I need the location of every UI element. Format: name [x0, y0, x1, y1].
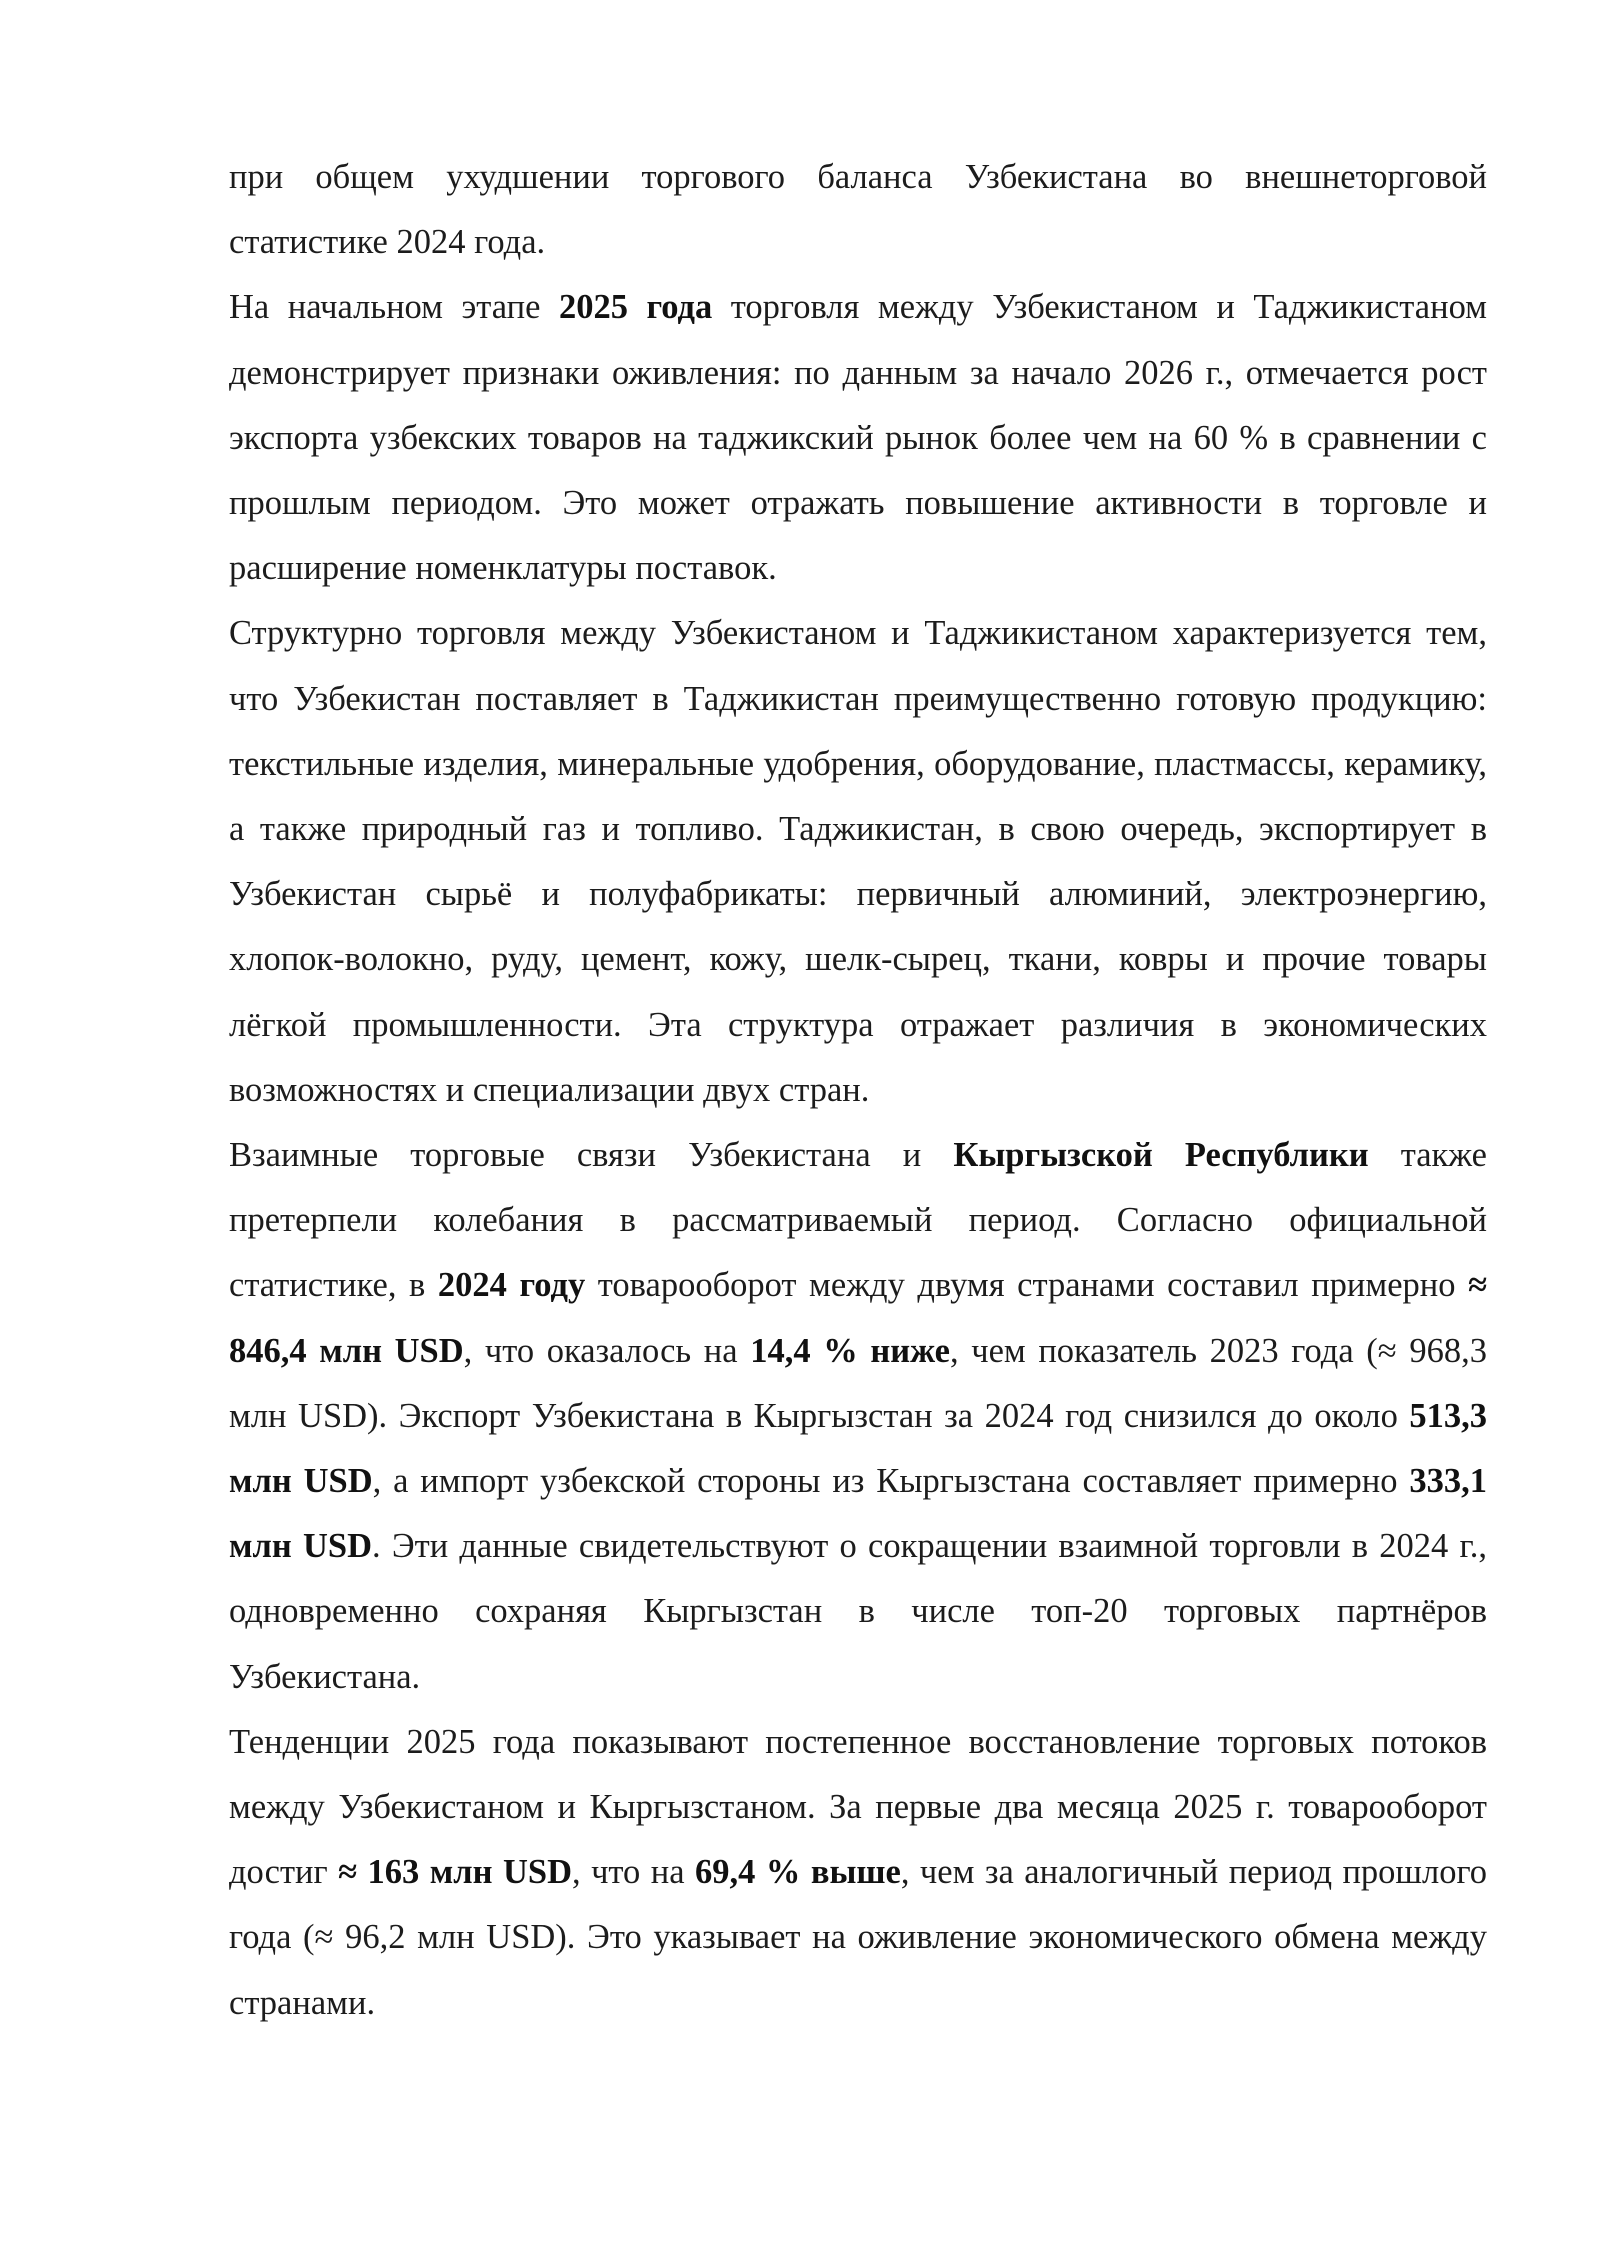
- paragraph-uzbekistan-kyrgyzstan-2025: [229, 1710, 1487, 2036]
- paragraph-trade-balance-continuation: [229, 145, 1487, 275]
- paragraph-text: , что оказалось на: [463, 1331, 751, 1370]
- paragraph-text: товарооборот между двумя странами составил примерно: [585, 1266, 1469, 1305]
- paragraph-text: Взаимные торговые связи Узбекистана и: [229, 1136, 954, 1175]
- paragraph-text: На начальном этапе: [229, 288, 559, 327]
- paragraph-text: , что на: [571, 1853, 696, 1892]
- document-page: [229, 145, 1487, 2036]
- paragraph-text: также претерпели колебания в рассматриваемый период. Согласно официальной статистике, в: [229, 1136, 1487, 1305]
- emphasis-text: Кыргызской Республики: [953, 1136, 1369, 1175]
- paragraph-text: , чем за аналогичный период прошлого года (≈ 96,2 млн USD). Это указывает на оживление экономического обмена между странами.: [229, 1853, 1488, 2022]
- paragraph-uzbekistan-kyrgyzstan-2024: [229, 1123, 1487, 1710]
- paragraph-text: торговля между Узбекистаном и Таджикистаном демонстрирует признаки оживления: по данным за начало 2026 г., отмечается рост экспорта узбекских товаров на таджикский рынок более чем на 60 % в сравнении с прошлым периодом. Это может отражать повышение активности в торговле и расширение номенклатуры поставок.: [229, 288, 1487, 588]
- paragraph-text: Структурно торговля между Узбекистаном и Таджикистаном характеризуется тем, что Узбекистан поставляет в Таджикистан преимущественно готовую продукцию: текстильные изделия, минеральные удобрения, оборудование, пластмассы, керамику, а также природный газ и топливо. Таджикистан, в свою очередь, экспортирует в Узбекистан сырьё и полуфабрикаты: первичный алюминий, электроэнергию, хлопок-волокно, руду, цемент, кожу, шелк-сырец, ткани, ковры и прочие товары лёгкой промышленности. Эта структура отражает различия в экономических возможностях и специализации двух стран.: [229, 614, 1487, 1109]
- emphasis-text: ≈ 846,4 млн USD: [229, 1266, 1488, 1370]
- emphasis-text: 2025 года: [558, 288, 713, 327]
- paragraph-text: Тенденции 2025 года показывают постепенное восстановление торговых потоков между Узбекистаном и Кыргызстаном. За первые два месяца 2025 г. товарооборот достиг: [229, 1722, 1487, 1892]
- paragraph-text: . Эти данные свидетельствуют о сокращении взаимной торговли в 2024 г., одновременно сохраняя Кыргызстан в числе топ-20 торговых партнёров Узбекистана.: [229, 1527, 1487, 1696]
- paragraph-text: при общем ухудшении торгового баланса Узбекистана во внешнеторговой статистике 2024 года.: [229, 158, 1487, 262]
- emphasis-text: 513,3 млн USD: [229, 1396, 1487, 1501]
- paragraph-text: , чем показатель 2023 года (≈ 968,3 млн USD). Экспорт Узбекистана в Кыргызстан за 2024 год снизился до около: [229, 1331, 1487, 1435]
- paragraph-uzbekistan-tajikistan-2025: [229, 275, 1487, 601]
- emphasis-text: 333,1 млн USD: [229, 1462, 1487, 1566]
- emphasis-text: ≈ 163 млн USD: [338, 1853, 572, 1892]
- paragraph-trade-structure: [229, 601, 1487, 1123]
- emphasis-text: 2024 году: [437, 1266, 586, 1305]
- paragraph-text: , а импорт узбекской стороны из Кыргызстана составляет примерно: [372, 1462, 1410, 1501]
- emphasis-text: 14,4 % ниже: [750, 1331, 950, 1370]
- emphasis-text: 69,4 % выше: [695, 1853, 901, 1892]
